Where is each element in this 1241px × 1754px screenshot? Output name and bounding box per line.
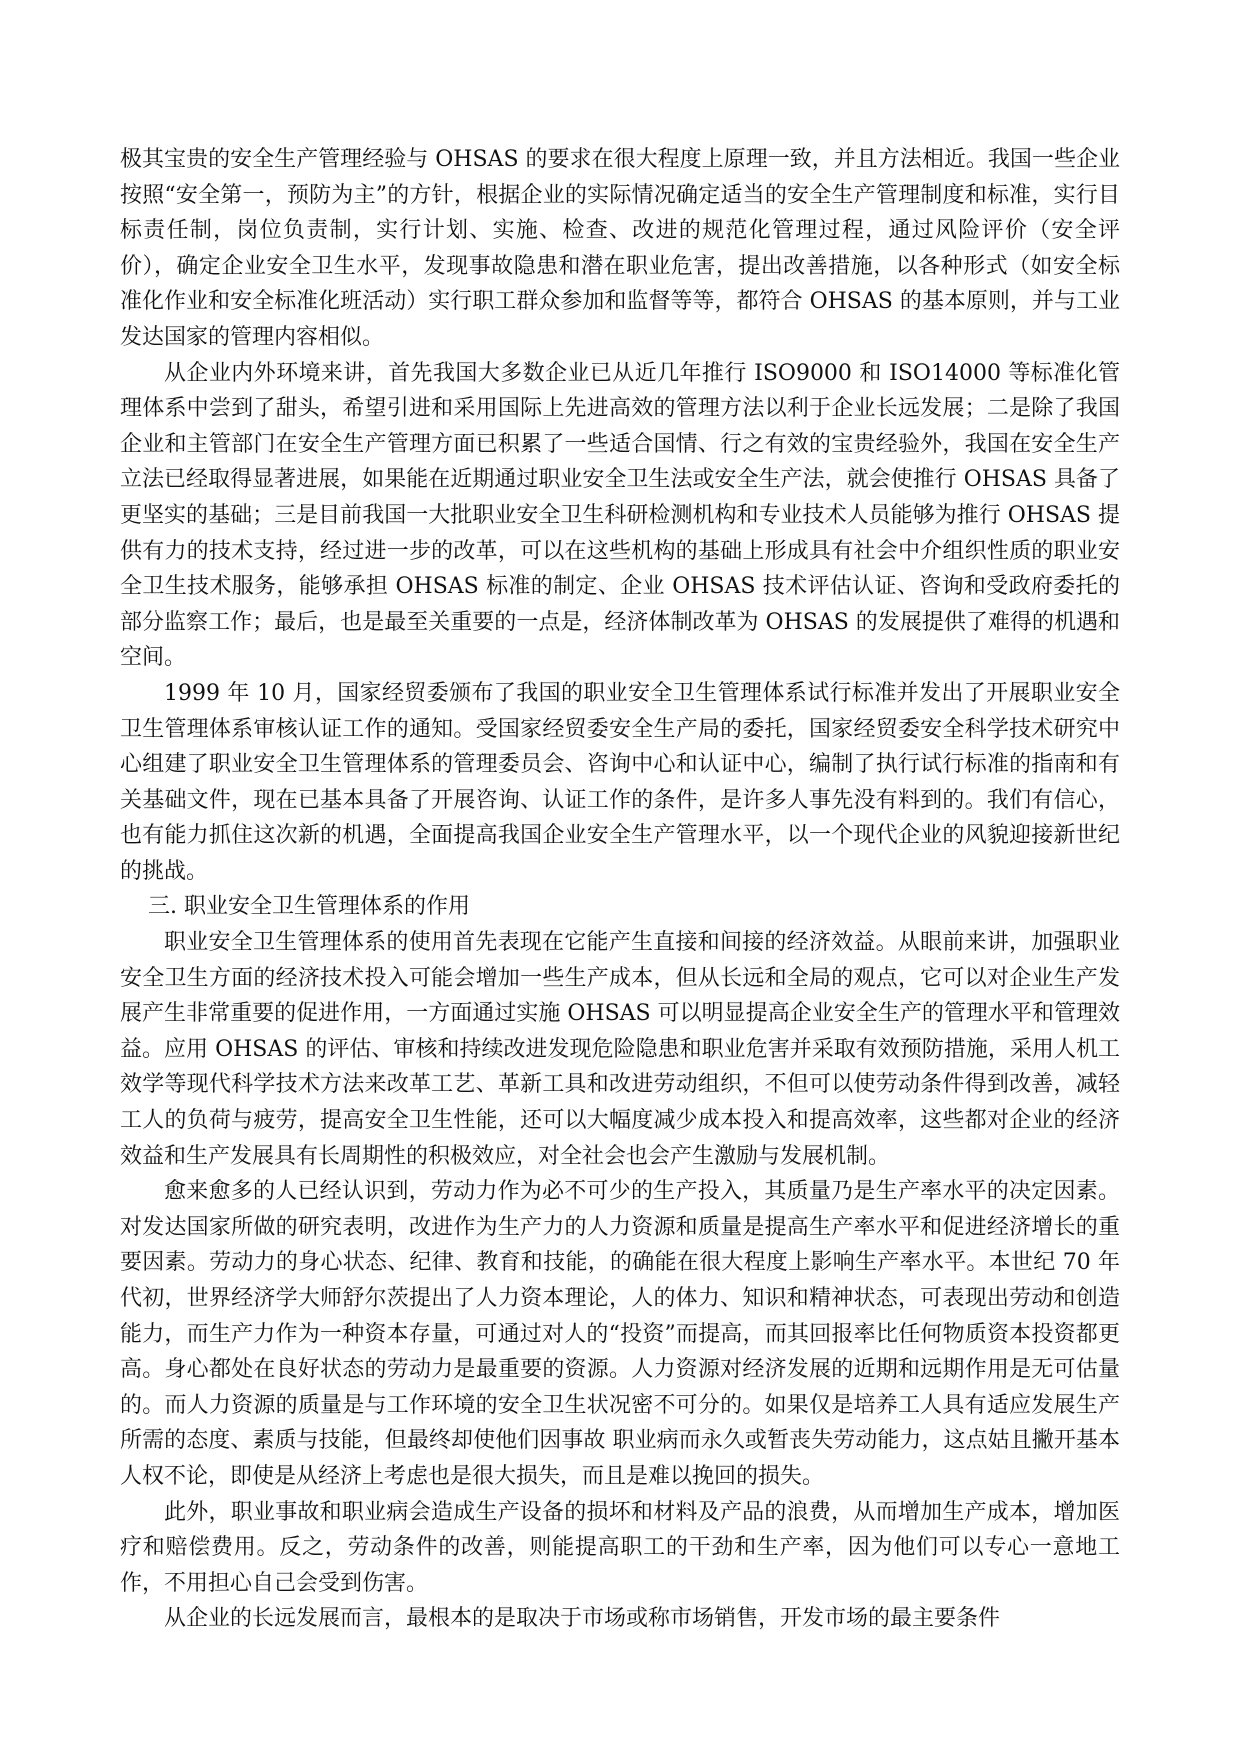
section-heading: 三. 职业安全卫生管理体系的作用 [148,894,470,920]
paragraph-enterprise-environment: 从企业内外环境来讲，首先我国大多数企业已从近几年推行 ISO9000 和 ISO14000 等标准化管理体系中尝到了甜头，希望引进和采用国际上先进高效的管理方法以利于企业长远发展；二是除了我国企业和主管部门在安全生产管理方面已积累了一些适合国情、行之有效的宝贵经验外，我国在安全生产立法已经取得显著进展，如果能在近期通过职业安全卫生法或安全生产法，就会使推行 OHSAS 具备了更坚实的基础；三是目前我国一大批职业安全卫生科研检测机构和专业技术人员能够为推行 OHSAS 提供有力的技术支持，经过进一步的改革，可以在这些机构的基础上形成具有社会中介组织性质的职业安全卫生技术服务，能够承担 OHSAS 标准的制定、企业 OHSAS 技术评估认证、咨询和受政府委托的部分监察工作；最后，也是最至关重要的一点是，经济体制改革为 OHSAS 的发展提供了难得的机遇和空间。 [120,360,1120,671]
document-body [120,142,1120,1637]
paragraph-human-resources: 愈来愈多的人已经认识到，劳动力作为必不可少的生产投入，其质量乃是生产率水平的决定因素。对发达国家所做的研究表明，改进作为生产力的人力资源和质量是提高生产率水平和促进经济增长的重要因素。劳动力的身心状态、纪律、教育和技能，的确能在很大程度上影响生产率水平。本世纪 70 年代初，世界经济学大师舒尔茨提出了人力资本理论，人的体力、知识和精神状态，可表现出劳动和创造能力，而生产力作为一种资本存量，可通过对人的“投资”而提高，而其回报率比任何物质资本投资都更高。身心都处在良好状态的劳动力是最重要的资源。人力资源对经济发展的近期和远期作用是无可估量的。而人力资源的质量是与工作环境的安全卫生状况密不可分的。如果仅是培养工人具有适应发展生产所需的态度、素质与技能，但最终却使他们因事故 职业病而永久或暂丧失劳动能力，这点姑且撇开基本人权不论，即使是从经济上考虑也是很大损失，而且是难以挽回的损失。 [120,1179,1120,1489]
paragraph-economic-benefit: 职业安全卫生管理体系的使用首先表现在它能产生直接和间接的经济效益。从眼前来讲，加强职业安全卫生方面的经济技术投入可能会增加一些生产成本，但从长远和全局的观点，它可以对企业生产发展产生非常重要的促进作用，一方面通过实施 OHSAS 可以明显提高企业安全生产的管理水平和管理效益。应用 OHSAS 的评估、审核和持续改进发现危险隐患和职业危害并采取有效预防措施，采用人机工效学等现代科学技术方法来改革工艺、革新工具和改进劳动组织，不但可以使劳动条件得到改善，减轻工人的负荷与疲劳，提高安全卫生性能，还可以大幅度减少成本投入和提高效率，这些都对企业的经济效益和生产发展具有长周期性的积极效应，对全社会也会产生激励与发展机制。 [120,930,1120,1169]
paragraph-continued: 极其宝贵的安全生产管理经验与 OHSAS 的要求在很大程度上原理一致，并且方法相近。我国一些企业按照“安全第一，预防为主”的方针，根据企业的实际情况确定适当的安全生产管理制度和标准，实行目标责任制，岗位负责制，实行计划、实施、检查、改进的规范化管理过程，通过风险评价（安全评价），确定企业安全卫生水平，发现事故隐患和潜在职业危害，提出改善措施，以各种形式（如安全标准化作业和安全标准化班活动）实行职工群众参加和监督等等，都符合 OHSAS 的基本原则，并与工业发达国家的管理内容相似。 [120,147,1120,350]
paragraph-accident-costs: 此外，职业事故和职业病会造成生产设备的损坏和材料及产品的浪费，从而增加生产成本，增加医疗和赔偿费用。反之，劳动条件的改善，则能提高职工的干劲和生产率，因为他们可以专心一意地工作，不用担心自己会受到伤害。 [120,1499,1120,1596]
paragraph-market-development: 从企业的长远发展而言，最根本的是取决于市场或称市场销售，开发市场的最主要条件 [164,1606,1001,1632]
paragraph-1999-standard: 1999 年 10 月，国家经贸委颁布了我国的职业安全卫生管理体系试行标准并发出了开展职业安全卫生管理体系审核认证工作的通知。受国家经贸委安全生产局的委托，国家经贸委安全科学技术研究中心组建了职业安全卫生管理体系的管理委员会、咨询中心和认证中心，编制了执行试行标准的指南和有关基础文件，现在已基本具备了开展咨询、认证工作的条件，是许多人事先没有料到的。我们有信心，也有能力抓住这次新的机遇，全面提高我国企业安全生产管理水平，以一个现代企业的风貌迎接新世纪的挑战。 [120,680,1120,884]
